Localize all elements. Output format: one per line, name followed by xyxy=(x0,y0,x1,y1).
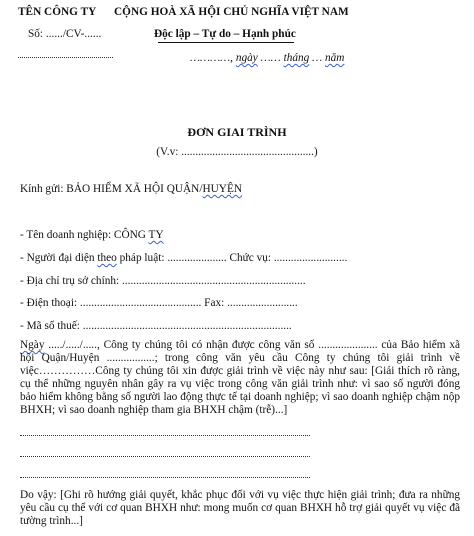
country-name: CỘNG HOÀ XÃ HỘI CHỦ NGHĨA VIỆT NAM xyxy=(114,6,349,18)
recipient-line: Kính gửi: BẢO HIỂM XÃ HỘI QUẬN/HUYỆN xyxy=(20,183,243,195)
date-line: …………, ngày …… tháng … năm xyxy=(190,52,345,64)
explanation-paragraph: Ngày ...../...../....., Công ty chúng tôi có nhận được công văn số ..................... của Bảo hiểm xã hội Quận/Huyện .................; trong công văn yêu cầu Công ty chúng tôi giải trình về việc……………Công ty chúng tôi xin được giải trình về việc này như sau: [Giải thích rõ ràng, cụ thể những nguyên nhân gây ra vụ việc trong công văn giải trình như: vì sao số người đóng bảo hiểm không bằng số người lao động thực tế tại doanh nghiệp; vì sao doanh nghiệp chậm nộp BHXH; vì sao doanh nghiệp tham gia BHXH chậm (trễ)...] xyxy=(20,339,460,416)
motto-underline xyxy=(158,42,294,43)
representative-field: - Người đại diện theo pháp luật: ..................... Chức vụ: .......................... xyxy=(20,252,348,264)
blank-line-1 xyxy=(20,435,310,436)
header-left-rule xyxy=(18,57,113,58)
tax-code-field: - Mã số thuế: .......................................................................... xyxy=(20,320,292,332)
address-field: - Địa chỉ trụ sở chính: ................................................................. xyxy=(20,275,306,287)
blank-line-2 xyxy=(20,456,310,457)
phone-fax-field: - Điện thoại: ........................................... Fax: ......................... xyxy=(20,297,298,309)
company-header: TÊN CÔNG TY xyxy=(18,6,97,18)
blank-line-3 xyxy=(20,477,310,478)
document-subtitle: (V.v: ...............................................) xyxy=(156,146,318,158)
document-title: ĐƠN GIAI TRÌNH xyxy=(187,125,287,139)
document-number: Số: ....../CV-...... xyxy=(28,28,102,40)
national-motto: Độc lập – Tự do – Hạnh phúc xyxy=(154,28,296,40)
company-name-field: - Tên doanh nghiệp: CÔNG TY xyxy=(20,229,164,241)
conclusion-paragraph: Do vậy: [Ghi rõ hướng giải quyết, khắc phục đối với vụ việc thực hiện giải trình; đưa ra những yêu cầu cụ thể với cơ quan BHXH như: mong muốn cơ quan BHXH hỗ trợ giải quyết vụ việc đã tường trình...] xyxy=(20,489,460,527)
